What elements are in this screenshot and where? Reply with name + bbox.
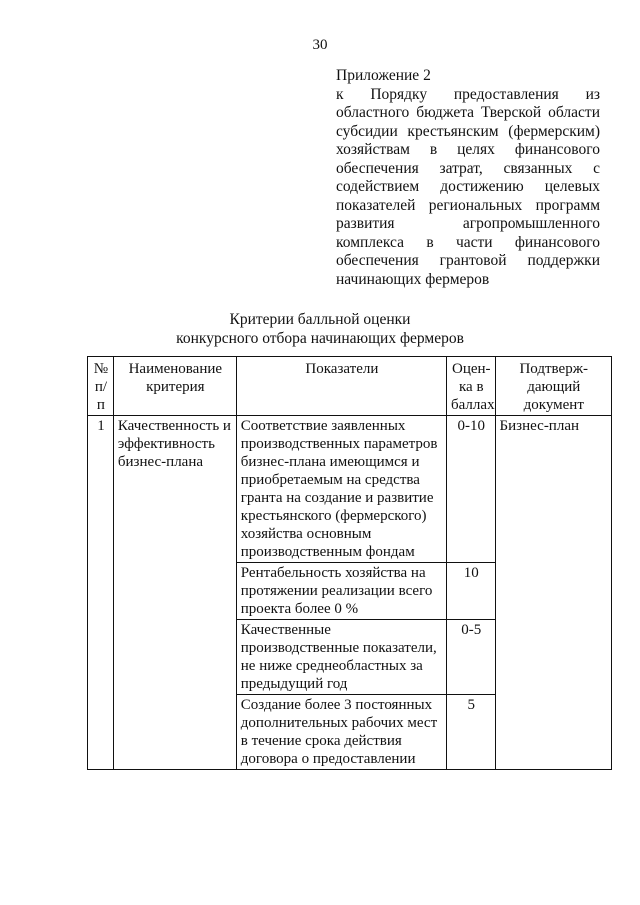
row-num: 1	[88, 416, 114, 770]
indicator-score: 10	[447, 563, 496, 620]
appendix-text: к Порядку предоставления из областного бюджета Тверской области субсидии крестьянским (фермерским) хозяйствам в целях финансового обеспечения затрат, связанных с содействием достижению целевых показателей региональных программ развития агропромышленного комплекса в части финансового обеспечения грантовой поддержки начинающих фермеров	[336, 85, 600, 288]
table-row	[88, 416, 612, 563]
appendix-block	[336, 67, 600, 289]
header-num: № п/п	[88, 357, 114, 416]
indicator-score: 5	[447, 695, 496, 770]
header-document: Подтверж-дающий документ	[495, 357, 611, 416]
indicator-text: Качественные производственные показатели, не ниже среднеобластных за предыдущий год	[236, 620, 446, 695]
header-score: Оцен-ка в баллах	[447, 357, 496, 416]
indicator-score: 0-10	[447, 416, 496, 563]
document-title-line-1: Критерии балльной оценки	[229, 311, 411, 328]
table-header-row	[88, 357, 612, 416]
indicator-score: 0-5	[447, 620, 496, 695]
document-title	[0, 310, 640, 348]
header-indicators: Показатели	[236, 357, 446, 416]
criteria-table	[87, 356, 612, 770]
page-number: 30	[312, 37, 328, 53]
indicator-text: Создание более 3 постоянных дополнительных рабочих мест в течение срока действия договора о предоставлении	[236, 695, 446, 770]
indicator-text: Рентабельность хозяйства на протяжении реализации всего проекта более 0 %	[236, 563, 446, 620]
appendix-title: Приложение 2	[336, 67, 431, 84]
criterion-name: Качественность и эффективность бизнес-плана	[113, 416, 236, 770]
indicator-text: Соответствие заявленных производственных параметров бизнес-плана имеющимся и приобретаемым на средства гранта на создание и развитие крестьянского (фермерского) хозяйства основным производственным фондам	[236, 416, 446, 563]
header-name: Наименование критерия	[113, 357, 236, 416]
document-title-line-2: конкурсного отбора начинающих фермеров	[176, 330, 464, 347]
confirming-document: Бизнес-план	[495, 416, 611, 770]
